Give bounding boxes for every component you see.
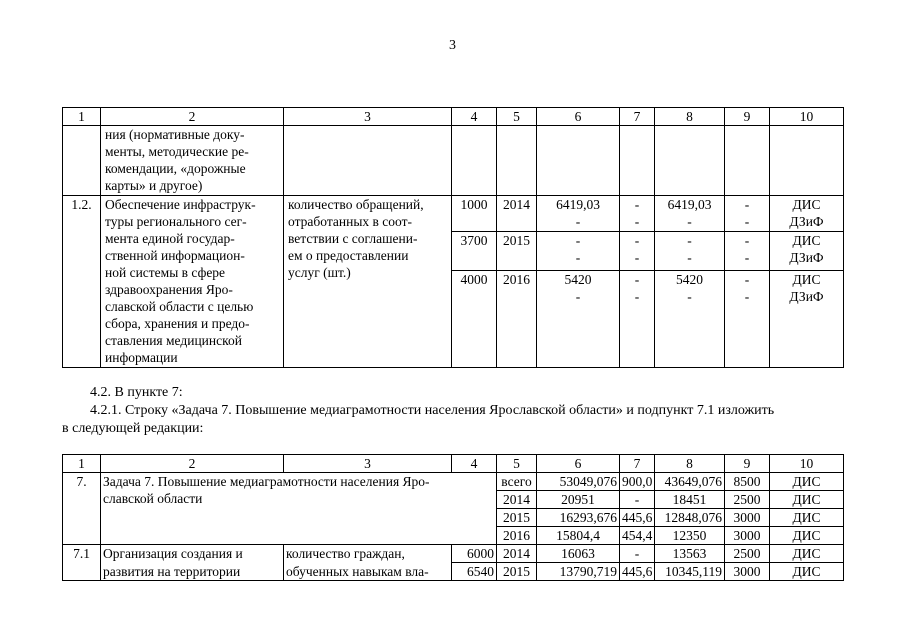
- cell: 445,6: [620, 509, 655, 527]
- value: -: [634, 289, 640, 304]
- text-line: карты» и другое): [105, 178, 203, 193]
- cell: 15804,4: [537, 527, 620, 545]
- cell: 900,0: [620, 473, 655, 491]
- table-2: [62, 454, 844, 581]
- cell: 6000: [452, 545, 497, 563]
- header-cell: 10: [770, 108, 844, 126]
- cell: [452, 126, 497, 196]
- value: -: [687, 250, 692, 265]
- table-row: [63, 473, 844, 491]
- paragraph: 4.2.1. Строку «Задача 7. Повышение медиаграмотности населения Ярославской области» и подпункт 7.1 изложить: [90, 403, 775, 418]
- cell: ДИС: [770, 473, 844, 491]
- cell: 2014: [497, 491, 537, 509]
- cell: 3000: [725, 509, 770, 527]
- header-cell: 4: [452, 455, 497, 473]
- page-number: 3: [449, 38, 456, 53]
- text-line: информации: [105, 350, 178, 365]
- cell: 16293,676: [537, 509, 620, 527]
- cell: ДИС: [770, 491, 844, 509]
- cell: [63, 126, 101, 196]
- cell: 20951: [537, 491, 620, 509]
- table-row: [63, 563, 844, 581]
- cell: 454,4: [620, 527, 655, 545]
- text-line: ственной информацион-: [105, 248, 245, 263]
- cell: [537, 126, 620, 196]
- cell: [725, 126, 770, 196]
- cell: всего: [497, 473, 537, 491]
- row-number: 7.: [63, 473, 101, 545]
- cell: 18451: [655, 491, 725, 509]
- value: 5420: [564, 272, 592, 287]
- header-cell: 6: [537, 108, 620, 126]
- header-cell: 5: [497, 455, 537, 473]
- cell: 3700: [452, 232, 497, 271]
- header-cell: 7: [620, 455, 655, 473]
- header-cell: 10: [770, 455, 844, 473]
- cell: 3000: [725, 527, 770, 545]
- cell: Организация создания и: [101, 545, 284, 563]
- header-cell: 3: [284, 455, 452, 473]
- header-cell: 7: [620, 108, 655, 126]
- cell: развития на территории: [101, 563, 284, 581]
- header-cell: 1: [63, 108, 101, 126]
- row-number: 1.2.: [63, 196, 101, 368]
- value: ДИС: [792, 197, 821, 212]
- table-1-header-row: [63, 108, 844, 126]
- text-line: ставления медицинской: [105, 333, 242, 348]
- cell: ДИС: [770, 563, 844, 581]
- cell: 10345,119: [655, 563, 725, 581]
- task-title-cell: [101, 473, 497, 545]
- text-line: услуг (шт.): [288, 265, 351, 280]
- cell: [537, 232, 620, 271]
- row-number: 7.1: [63, 545, 101, 581]
- text-line: менты, методические ре-: [105, 144, 249, 159]
- text-line: ния (нормативные доку-: [105, 127, 245, 142]
- table-1: [62, 107, 844, 368]
- cell: [770, 232, 844, 271]
- value: -: [634, 233, 640, 248]
- cell: 2014: [497, 196, 537, 232]
- description-cell: [101, 196, 284, 368]
- header-cell: 1: [63, 455, 101, 473]
- text-line: туры регионального сег-: [105, 214, 247, 229]
- value: ДИС: [792, 233, 821, 248]
- value: ДЗиФ: [789, 214, 824, 229]
- value: -: [634, 250, 640, 265]
- value: 5420: [676, 272, 703, 287]
- cell: 2500: [725, 545, 770, 563]
- value: -: [634, 272, 640, 287]
- cell: обученных навыкам вла-: [284, 563, 452, 581]
- value: -: [575, 214, 581, 229]
- value: -: [687, 214, 692, 229]
- header-cell: 3: [284, 108, 452, 126]
- cell: 445,6: [620, 563, 655, 581]
- value: -: [744, 197, 750, 212]
- cell: 12350: [655, 527, 725, 545]
- cell: 53049,076: [537, 473, 620, 491]
- cell: [770, 196, 844, 232]
- cell: 43649,076: [655, 473, 725, 491]
- cell: [620, 232, 655, 271]
- text-line: комендации, «дорожные: [105, 161, 246, 176]
- value: -: [687, 289, 692, 304]
- value: ДИС: [792, 272, 821, 287]
- cell: 2015: [497, 509, 537, 527]
- table-row: [63, 545, 844, 563]
- value: -: [744, 289, 750, 304]
- cell: [620, 196, 655, 232]
- cell: ДИС: [770, 509, 844, 527]
- cell: 2014: [497, 545, 537, 563]
- cell: 6540: [452, 563, 497, 581]
- cell: [655, 271, 725, 368]
- continuation-text-cell: [101, 126, 284, 196]
- cell: [770, 271, 844, 368]
- value: -: [634, 214, 640, 229]
- header-cell: 8: [655, 455, 725, 473]
- cell: ДИС: [770, 545, 844, 563]
- cell: [725, 271, 770, 368]
- cell: ДИС: [770, 527, 844, 545]
- cell: 2015: [497, 563, 537, 581]
- cell: [655, 196, 725, 232]
- cell: [725, 232, 770, 271]
- cell: -: [620, 491, 655, 509]
- cell: [284, 126, 452, 196]
- text-line: отработанных в соот-: [288, 214, 412, 229]
- value: -: [575, 250, 581, 265]
- header-cell: 6: [537, 455, 620, 473]
- cell: количество граждан,: [284, 545, 452, 563]
- text-line: ем о предоставлении: [288, 248, 409, 263]
- text-line: славской области: [103, 491, 203, 506]
- text-line: здравоохранения Яро-: [105, 282, 233, 297]
- cell: [725, 196, 770, 232]
- value: ДЗиФ: [789, 250, 824, 265]
- indicator-cell: [284, 196, 452, 368]
- cell: 12848,076: [655, 509, 725, 527]
- cell: -: [620, 545, 655, 563]
- value: -: [575, 233, 581, 248]
- text-line: Задача 7. Повышение медиаграмотности населения Яро-: [103, 474, 430, 489]
- value: ДЗиФ: [789, 289, 824, 304]
- paragraph: в следующей редакции:: [62, 421, 204, 436]
- value: -: [575, 289, 581, 304]
- cell: [770, 126, 844, 196]
- cell: 3000: [725, 563, 770, 581]
- cell: 8500: [725, 473, 770, 491]
- text-line: количество обращений,: [288, 197, 424, 212]
- header-cell: 4: [452, 108, 497, 126]
- cell: [537, 196, 620, 232]
- header-cell: 2: [101, 455, 284, 473]
- cell: 1000: [452, 196, 497, 232]
- cell: [655, 126, 725, 196]
- value: -: [634, 197, 640, 212]
- table-row: [63, 196, 844, 232]
- cell: [497, 126, 537, 196]
- cell: [537, 271, 620, 368]
- text-line: Обеспечение инфраструк-: [105, 197, 256, 212]
- cell: 13563: [655, 545, 725, 563]
- cell: [655, 232, 725, 271]
- cell: 2016: [497, 527, 537, 545]
- cell: 13790,719: [537, 563, 620, 581]
- header-cell: 9: [725, 108, 770, 126]
- table-2-header-row: [63, 455, 844, 473]
- cell: [620, 126, 655, 196]
- text-line: мента единой государ-: [105, 231, 235, 246]
- table-1-continuation-row: [63, 126, 844, 196]
- cell: 4000: [452, 271, 497, 368]
- header-cell: 8: [655, 108, 725, 126]
- text-line: сбора, хранения и предо-: [105, 316, 250, 331]
- cell: [620, 271, 655, 368]
- value: 6419,03: [667, 197, 712, 212]
- text-line: славской области с целью: [105, 299, 254, 314]
- cell: 16063: [537, 545, 620, 563]
- paragraph: 4.2. В пункте 7:: [90, 385, 183, 400]
- header-cell: 5: [497, 108, 537, 126]
- cell: 2500: [725, 491, 770, 509]
- text-line: ной системы в сфере: [105, 265, 226, 280]
- value: 6419,03: [556, 197, 600, 212]
- value: -: [744, 250, 750, 265]
- text-line: ветствии с соглашени-: [288, 231, 418, 246]
- cell: 2015: [497, 232, 537, 271]
- header-cell: 9: [725, 455, 770, 473]
- value: -: [744, 214, 750, 229]
- value: -: [687, 233, 692, 248]
- value: -: [744, 272, 750, 287]
- cell: 2016: [497, 271, 537, 368]
- header-cell: 2: [101, 108, 284, 126]
- value: -: [744, 233, 750, 248]
